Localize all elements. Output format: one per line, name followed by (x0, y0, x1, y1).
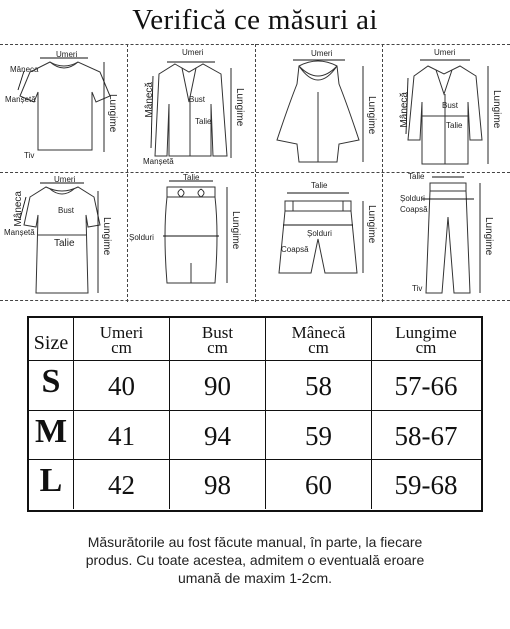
diagram-skirt (127, 173, 255, 300)
label-lungime: Lungime (107, 94, 118, 133)
note-line-1: Măsurătorile au fost făcute manual, în parte, la fiecare (87, 534, 423, 550)
value-maneca: 59 (305, 421, 332, 451)
value-lungime: 58-67 (394, 421, 458, 451)
size-label: M (34, 413, 68, 450)
label-manseta: Manșetă (143, 157, 174, 166)
label-lungime: Lungime (234, 88, 245, 127)
diagram-long-coat (382, 44, 510, 172)
label-lungime: Lungime (366, 96, 377, 135)
label-talie: Talie (408, 172, 425, 181)
col-header-umeri (74, 318, 170, 360)
label-talie: Talie (54, 238, 75, 249)
table-row (29, 411, 481, 459)
value-lungime: 59-68 (394, 470, 458, 500)
label-talie: Talie (183, 173, 200, 182)
size-label: L (39, 462, 63, 499)
diagram-cape-coat (255, 44, 382, 172)
label-lungime: Lungime (491, 90, 502, 129)
label-umeri: Umeri (434, 48, 456, 57)
diagram-tshirt (0, 44, 127, 172)
label-tiv: Tiv (24, 151, 35, 160)
label-umeri: Umeri (311, 49, 333, 58)
label-coapsa: Coapsă (281, 245, 309, 254)
size-header-cell (29, 318, 74, 360)
measurement-disclaimer (40, 533, 470, 587)
label-manseta: Manșetă (4, 228, 35, 237)
label-solduri: Șolduri (400, 194, 425, 203)
value-umeri: 42 (108, 470, 135, 500)
label-lungime: Lungime (366, 205, 377, 244)
label-talie: Talie (446, 121, 463, 130)
page-title: Verifică ce măsuri ai (132, 4, 378, 36)
col-name: Mânecă (291, 323, 346, 342)
label-bust: Bust (442, 101, 459, 110)
diagram-shorts (255, 173, 382, 300)
label-bust: Bust (58, 206, 75, 215)
label-umeri: Umeri (56, 50, 78, 59)
size-header: Size (33, 332, 69, 354)
diagram-trousers (382, 173, 510, 300)
col-header-maneca (266, 318, 372, 360)
col-unit: cm (207, 338, 228, 357)
col-name: Bust (201, 323, 234, 342)
label-talie: Talie (195, 117, 212, 126)
label-solduri: Șolduri (307, 229, 332, 238)
measurement-diagrams (0, 44, 510, 302)
value-lungime: 57-66 (394, 371, 458, 401)
cape-coat-sketch (255, 44, 382, 172)
col-unit: cm (415, 338, 437, 357)
label-talie: Talie (311, 181, 328, 190)
col-name: Umeri (99, 323, 144, 342)
diagram-dress (0, 173, 127, 300)
size-label: S (41, 363, 61, 400)
label-lungime: Lungime (483, 217, 494, 256)
col-unit: cm (111, 338, 132, 357)
diagram-blazer (127, 44, 255, 172)
note-line-2: produs. Cu toate acestea, admitem o eventuală eroare (85, 552, 425, 568)
label-maneca: Mâneca (10, 65, 39, 74)
label-maneca: Mânecă (144, 82, 155, 118)
col-header-bust (170, 318, 266, 360)
label-coapsa: Coapsă (400, 205, 428, 214)
label-umeri: Umeri (54, 175, 76, 184)
value-bust: 94 (204, 421, 231, 451)
table-row (29, 361, 481, 410)
label-manseta: Manșetă (5, 95, 36, 104)
label-maneca: Mâneca (13, 191, 24, 227)
label-lungime: Lungime (101, 217, 112, 256)
table-row (29, 460, 481, 509)
note-line-3: umană de maxim 1-2cm. (177, 570, 333, 586)
label-lungime: Lungime (230, 211, 241, 250)
label-tiv: Tiv (412, 284, 423, 293)
value-bust: 90 (204, 371, 231, 401)
value-maneca: 58 (305, 371, 332, 401)
col-header-lungime (372, 318, 480, 360)
label-bust: Bust (189, 95, 206, 104)
label-solduri: Șolduri (129, 233, 154, 242)
col-unit: cm (308, 338, 329, 357)
value-umeri: 41 (108, 421, 135, 451)
value-bust: 98 (204, 470, 231, 500)
col-name: Lungime (395, 323, 457, 342)
label-umeri: Umeri (182, 48, 204, 57)
value-umeri: 40 (108, 371, 135, 401)
table-header-row (29, 318, 481, 360)
label-maneca: Mânecă (399, 92, 410, 128)
size-table (27, 316, 483, 512)
value-maneca: 60 (305, 470, 332, 500)
